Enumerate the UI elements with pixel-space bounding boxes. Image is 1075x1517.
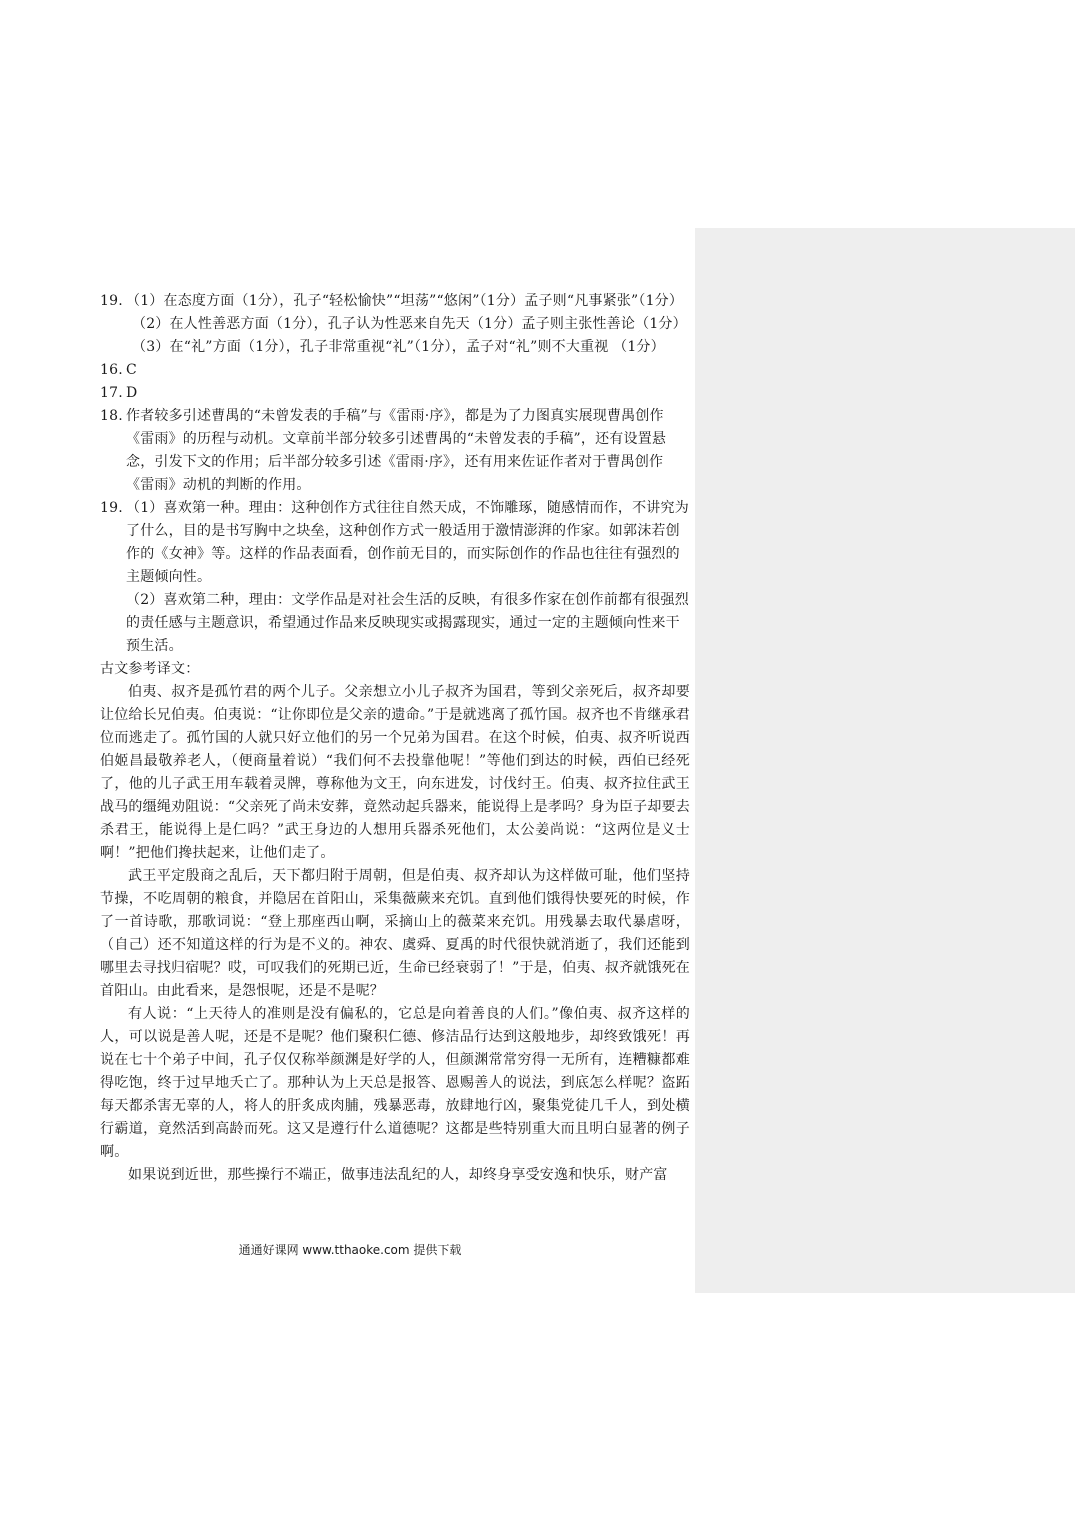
item-number: 19. bbox=[100, 500, 123, 516]
answer-line: （1）在态度方面（1分），孔子“轻松愉快”“坦荡”“悠闲”（1分）孟子则“凡事紧张”（1分） bbox=[126, 293, 684, 309]
answer-item bbox=[100, 382, 690, 405]
answer-line: （3）在“礼”方面（1分），孔子非常重视“礼”（1分），孟子对“礼”则不大重视 （1分） bbox=[132, 339, 665, 355]
translation-paragraph: 武王平定殷商之乱后，天下都归附于周朝，但是伯夷、叔齐却认为这样做可耻，他们坚持节操，不吃周朝的粮食，并隐居在首阳山，采集薇蕨来充饥。直到他们饿得快要死的时候，作了一首诗歌，那歌词说：“登上那座西山啊，采摘山上的薇菜来充饥。用残暴去取代暴虐呀，（自己）还不知道这样的行为是不义的。神农、虞舜、夏禹的时代很快就消逝了，我们还能到哪里去寻找归宿呢？哎，可叹我们的死期已近，生命已经衰弱了！”于是，伯夷、叔齐就饿死在首阳山。由此看来，是怨恨呢，还是不是呢？ bbox=[100, 868, 690, 999]
item-number: 18. bbox=[100, 408, 123, 424]
translation-paragraph: 伯夷、叔齐是孤竹君的两个儿子。父亲想立小儿子叔齐为国君，等到父亲死后，叔齐却要让位给长兄伯夷。伯夷说：“让你即位是父亲的遗命。”于是就逃离了孤竹国。叔齐也不肯继承君位而逃走了。孤竹国的人就只好立他们的另一个兄弟为国君。在这个时候，伯夷、叔齐听说西伯姬昌最敬养老人，（便商量着说）“我们何不去投靠他呢！”等他们到达的时候，西伯已经死了，他的儿子武王用车载着灵牌，尊称他为文王，向东进发，讨伐纣王。伯夷、叔齐拉住武王战马的缰绳劝阻说：“父亲死了尚未安葬，竟然动起兵器来，能说得上是孝吗？身为臣子却要去杀君王，能说得上是仁吗？”武王身边的人想用兵器杀死他们，太公姜尚说：“这两位是义士啊！”把他们搀扶起来，让他们走了。 bbox=[100, 684, 690, 861]
answer-line: D bbox=[126, 385, 138, 401]
answer-line: 作者较多引述曹禺的“未曾发表的手稿”与《雷雨·序》，都是为了力图真实展现曹禺创作《雷雨》的历程与动机。文章前半部分较多引述曹禺的“未曾发表的手稿”，还有设置悬念，引发下文的作用；后半部分较多引述《雷雨·序》，还有用来佐证作者对于曹禺创作《雷雨》动机的判断的作用。 bbox=[126, 408, 667, 493]
answer-item bbox=[100, 290, 690, 359]
item-number: 16. bbox=[100, 362, 123, 378]
page-footer: 通通好课网 www.tthaoke.com 提供下载 bbox=[238, 1243, 462, 1257]
answer-line: （2）在人性善恶方面（1分），孔子认为性恶来自先天（1分）孟子则主张性善论（1分） bbox=[132, 316, 687, 332]
item-number: 17. bbox=[100, 385, 123, 401]
answer-item bbox=[100, 405, 690, 497]
item-number: 19. bbox=[100, 293, 123, 309]
answer-line: C bbox=[126, 362, 137, 378]
translation-heading: 古文参考译文： bbox=[100, 661, 200, 677]
answer-line: （1）喜欢第一种。理由：这种创作方式往往自然天成，不饰雕琢，随感情而作，不讲究为了什么，目的是书写胸中之块垒，这种创作方式一般适用于激情澎湃的作家。如郭沫若创作的《女神》等。这样的作品表面看，创作前无目的，而实际创作的作品也往往有强烈的主题倾向性。 bbox=[126, 500, 689, 585]
answer-item bbox=[100, 497, 690, 658]
comment-pane bbox=[695, 228, 1075, 1293]
document-body bbox=[100, 290, 690, 1187]
answer-item bbox=[100, 359, 690, 382]
answer-line: （2）喜欢第二种，理由：文学作品是对社会生活的反映，有很多作家在创作前都有很强烈的责任感与主题意识，希望通过作品来反映现实或揭露现实，通过一定的主题倾向性来干预生活。 bbox=[126, 592, 689, 654]
translation-paragraph: 有人说：“上天待人的准则是没有偏私的，它总是向着善良的人们。”像伯夷、叔齐这样的人，可以说是善人呢，还是不是呢？他们聚积仁德、修洁品行达到这般地步，却终致饿死！再说在七十个弟子中间，孔子仅仅称举颜渊是好学的人，但颜渊常常穷得一无所有，连糟糠都难得吃饱，终于过早地夭亡了。那种认为上天总是报答、恩赐善人的说法，到底怎么样呢？盗跖每天都杀害无辜的人，将人的肝炙成肉脯，残暴恶毒，放肆地行凶，聚集党徒几千人，到处横行霸道，竟然活到高龄而死。这又是遵行什么道德呢？这都是些特别重大而且明白显著的例子啊。 bbox=[100, 1006, 690, 1160]
translation-paragraph: 如果说到近世，那些操行不端正，做事违法乱纪的人，却终身享受安逸和快乐，财产富 bbox=[128, 1167, 668, 1183]
